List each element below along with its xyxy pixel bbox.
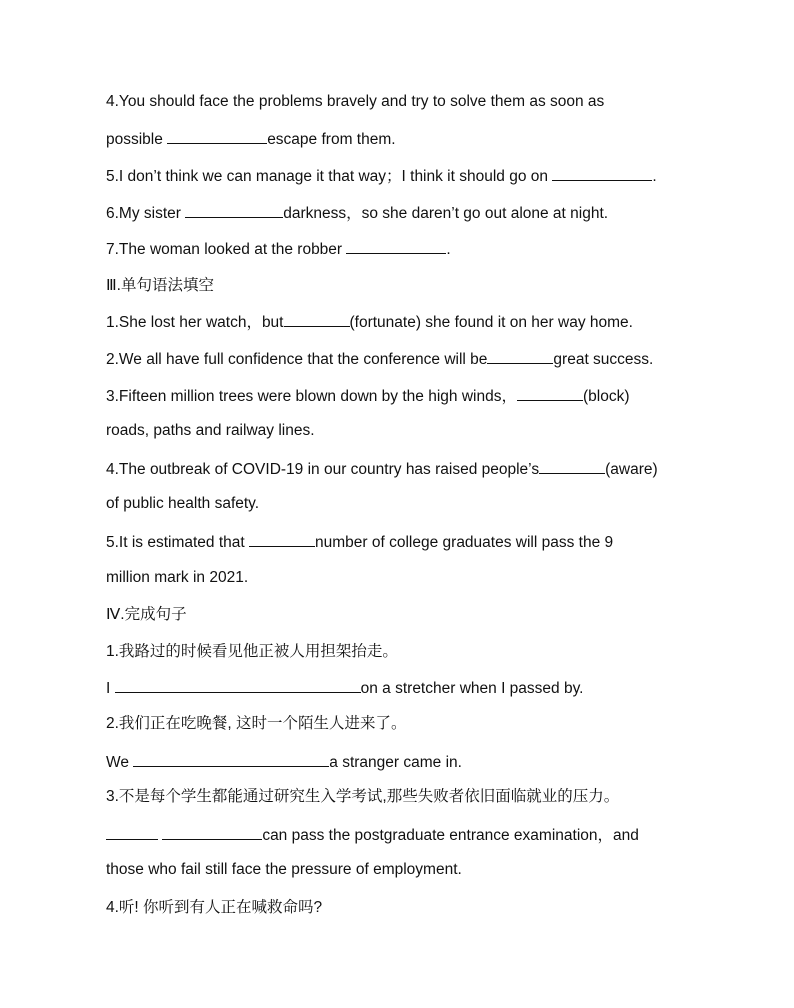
exercise-line: 5.I don’t think we can manage it that way；I think it should go on .	[106, 165, 657, 187]
prompt-line: 3.不是每个学生都能通过研究生入学考试,那些失败者依旧面临就业的压力。	[106, 788, 620, 805]
answer-blank[interactable]	[133, 751, 329, 767]
exercise-line: of public health safety.	[106, 495, 260, 512]
exercise-line: can pass the postgraduate entrance examination，and	[106, 824, 639, 846]
prompt-line: 4.听! 你听到有人正在喊救命吗?	[106, 899, 323, 916]
exercise-line: 5.It is estimated that number of college graduates will pass the 9	[106, 531, 613, 553]
prompt-line: 1.我路过的时候看见他正被人用担架抬走。	[106, 643, 398, 660]
answer-blank[interactable]	[162, 824, 262, 840]
exercise-line: 3.Fifteen million trees were blown down by the high winds， (block)	[106, 385, 629, 407]
exercise-line: 4.You should face the problems bravely and try to solve them as soon as	[106, 93, 605, 110]
answer-blank[interactable]	[539, 458, 605, 474]
answer-blank[interactable]	[552, 165, 652, 181]
answer-blank[interactable]	[346, 238, 446, 254]
answer-blank[interactable]	[249, 531, 315, 547]
answer-blank[interactable]	[167, 128, 267, 144]
answer-blank[interactable]	[517, 385, 583, 401]
exercise-line: possible escape from them.	[106, 128, 396, 150]
exercise-line: 1.She lost her watch，but (fortunate) she found it on her way home.	[106, 311, 633, 333]
prompt-line: 2.我们正在吃晚餐, 这时一个陌生人进来了。	[106, 715, 407, 732]
exercise-line: 4.The outbreak of COVID-19 in our country has raised people’s (aware)	[106, 458, 658, 480]
exercise-line: 2.We all have full confidence that the conference will be great success.	[106, 348, 653, 370]
exercise-line: We a stranger came in.	[106, 751, 462, 773]
answer-blank[interactable]	[487, 348, 553, 364]
answer-blank[interactable]	[284, 311, 350, 327]
exercise-line: those who fail still face the pressure of employment.	[106, 861, 462, 878]
answer-blank[interactable]	[185, 202, 283, 218]
exercise-line: 6.My sister darkness，so she daren’t go out alone at night.	[106, 202, 608, 224]
exercise-line: 7.The woman looked at the robber .	[106, 238, 451, 260]
answer-blank[interactable]	[115, 677, 361, 693]
section-heading: Ⅳ.完成句子	[106, 606, 187, 623]
section-heading: Ⅲ.单句语法填空	[106, 277, 214, 294]
exercise-line: I on a stretcher when I passed by.	[106, 677, 584, 699]
answer-blank[interactable]	[106, 824, 158, 840]
exercise-line: million mark in 2021.	[106, 569, 249, 586]
exercise-line: roads, paths and railway lines.	[106, 422, 315, 439]
